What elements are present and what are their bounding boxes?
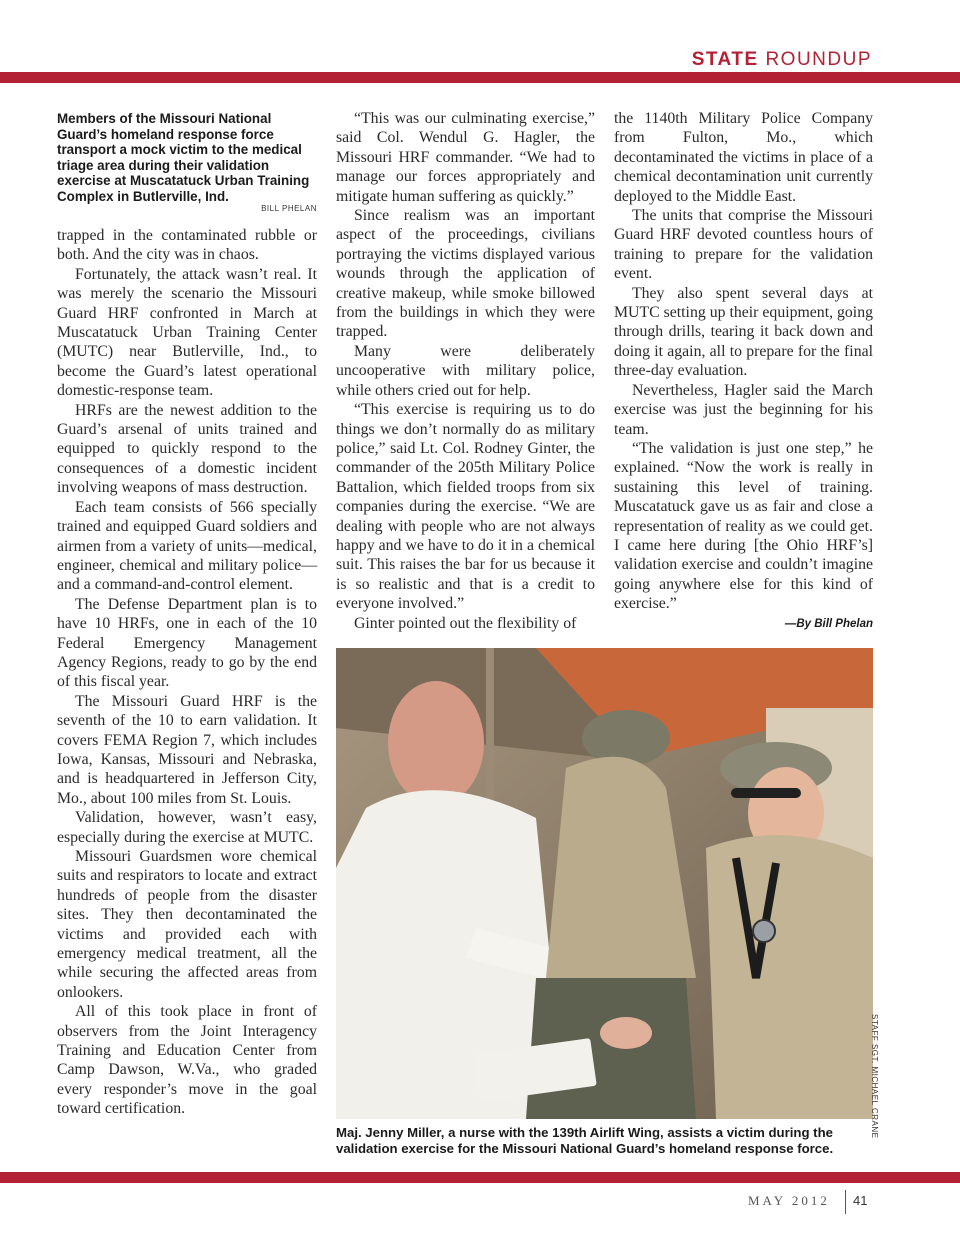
byline: —By Bill Phelan [784, 618, 873, 630]
article-column-1 [57, 226, 317, 1119]
paragraph: Each team consists of 566 specially trained and equipped Guard soldiers and airmen from a variety of units—medical, engineer, chemical and military police—and a command-and-control element. [57, 498, 317, 594]
paragraph: the 1140th Military Police Company from Fulton, Mo., which decontaminated the victims in place of a chemical decontamination unit currently deployed to the Middle East. [614, 110, 873, 205]
issue-date: MAY 2012 [748, 1193, 830, 1208]
paragraph: trapped in the contaminated rubble or both. And the city was in chaos. [57, 227, 317, 264]
paragraph: Validation, however, wasn’t easy, especially during the exercise at MUTC. [57, 809, 317, 846]
section-header [692, 49, 872, 71]
paragraph: Nevertheless, Hagler said the March exercise was just the beginning for his team. [614, 381, 873, 438]
section-header-bold: STATE [691, 49, 759, 70]
paragraph: The Defense Department plan is to have 10 HRFs, one in each of the 10 Federal Emergency Management Agency Regions, ready to go by the end of this fiscal year. [57, 595, 317, 691]
paragraph: Missouri Guardsmen wore chemical suits and respirators to locate and extract hundreds of people from the disaster sites. They then decontaminated the victims and provided each with emergency medical treatment, all the while securing the affected areas from onlookers. [57, 848, 317, 1001]
top-rule [0, 72, 960, 83]
feature-photo-caption: Maj. Jenny Miller, a nurse with the 139th Airlift Wing, assists a victim during the validation exercise for the Missouri National Guard’s homeland response force. [336, 1125, 834, 1156]
paragraph: “This was our culminating exercise,” said Col. Wendul G. Hagler, the Missouri HRF commander. “We had to manage our forces appropriately and mitigate human suffering as quickly.” [336, 110, 595, 205]
paragraph: Since realism was an important aspect of the proceedings, civilians portraying the victims displayed various wounds through the application of creative makeup, while smoke billowed from the buildings in which they were trapped. [336, 207, 595, 341]
top-photo-credit: BILL PHELAN [261, 204, 317, 213]
feature-photo-credit: STAFF SGT. MICHAEL CRANE [870, 1014, 879, 1139]
article-column-3 [614, 109, 873, 614]
paragraph: The Missouri Guard HRF is the seventh of the 10 to earn validation. It covers FEMA Region 7, which includes Iowa, Kansas, Missouri and Nebraska, and is headquartered in Jefferson City, Mo., about 100 miles from St. Louis. [57, 692, 317, 807]
paragraph: Many were deliberately uncooperative with military police, while others cried out for help. [336, 342, 595, 399]
page-number: 41 [853, 1193, 868, 1208]
paragraph: Fortunately, the attack wasn’t real. It was merely the scenario the Missouri Guard HRF confronted in March at Muscatatuck Urban Training Center (MUTC) near Butlerville, Ind., to become the Guard’s latest operational domestic-response team. [57, 265, 317, 400]
feature-photo [336, 648, 873, 1119]
paragraph: “This exercise is requiring us to do things we don’t normally do as military police,” said Lt. Col. Rodney Ginter, the commander of the 205th Military Police Battalion, which fielded troops from six companies during the exercise. “We are dealing with people who are not always happy and we have to do it in a chemical suit. This raises the bar for us because it is so realistic and that is a credit to everyone involved.” [336, 401, 595, 613]
paragraph: HRFs are the newest addition to the Guard’s arsenal of units trained and equipped to quickly respond to the consequences of a domestic incident involving weapons of mass destruction. [57, 401, 317, 497]
folio-separator [845, 1190, 846, 1214]
paragraph: Ginter pointed out the flexibility of [354, 614, 577, 632]
section-header-rest: ROUNDUP [765, 49, 872, 70]
article-column-2 [336, 109, 595, 633]
bottom-rule [0, 1172, 960, 1183]
paragraph: All of this took place in front of observers from the Joint Interagency Training and Education Center from Camp Dawson, W.Va., who graded every responder’s move in the goal toward certification. [57, 1003, 317, 1118]
paragraph: They also spent several days at MUTC setting up their equipment, going through drills, tearing it back down and doing it again, all to prepare for the final three-day evaluation. [614, 284, 873, 380]
paragraph: The units that comprise the Missouri Guard HRF devoted countless hours of training to prepare for the validation event. [614, 207, 873, 283]
paragraph: “The validation is just one step,” he explained. “Now the work is really in sustaining this level of training. Muscatatuck gave us as fair and close a representation of reality as we could get. I came here during [the Ohio HRF’s] validation exercise and couldn’t imagine going anywhere else for this kind of exercise.” [614, 439, 873, 613]
top-photo-caption: Members of the Missouri National Guard’s homeland response force transport a mock victim to the medical triage area during their validation exercise at Muscatatuck Urban Training Complex in Butlerville, Ind. [57, 111, 310, 204]
